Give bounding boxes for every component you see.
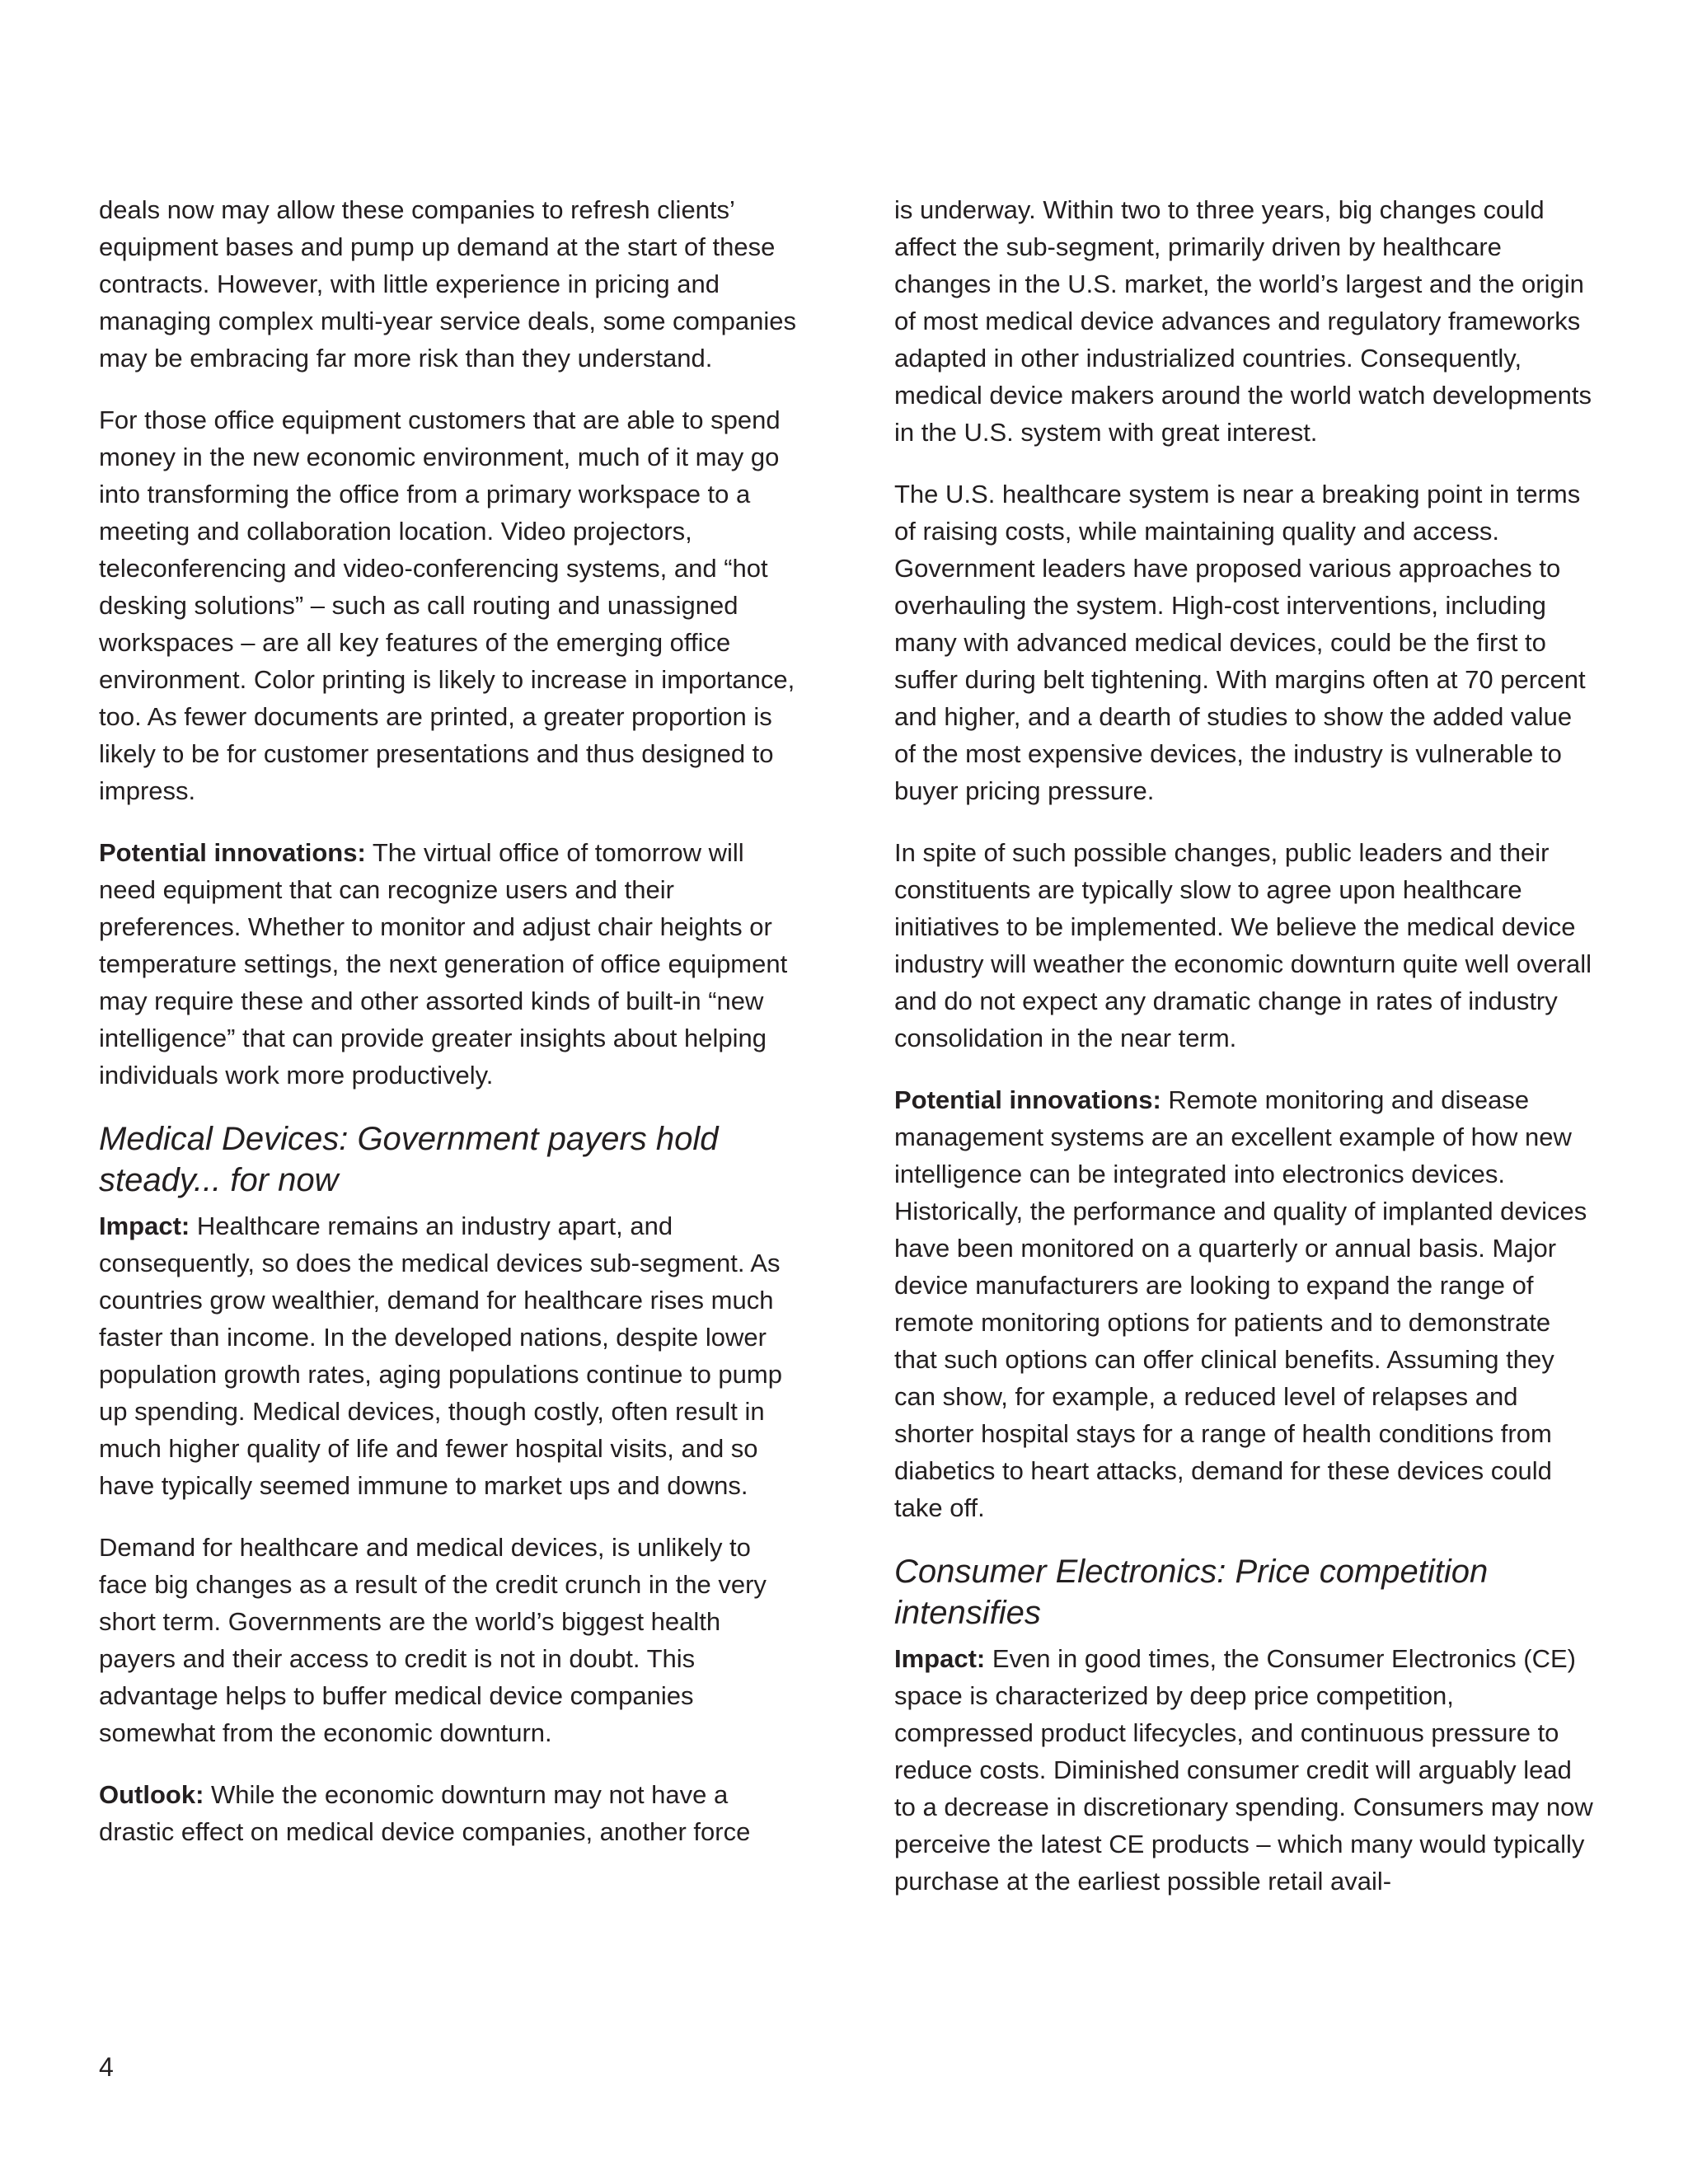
- paragraph-body: Even in good times, the Consumer Electronics (CE) space is characterized by deep price competition, compressed product lifecycles, and continuous pressure to reduce costs. Diminished consumer credit will arguably lead to a decrease in discretionary spending. Consumers may now perceive the latest CE products – which many would typically purchase at the earliest possible retail avail-: [894, 1644, 1593, 1896]
- paragraph-body: While the economic downturn may not have a drastic effect on medical device companies, another force: [99, 1780, 751, 1846]
- section-heading: Consumer Electronics: Price competition intensifies: [894, 1554, 1489, 1631]
- paragraph: The U.S. healthcare system is near a breaking point in terms of raising costs, while maintaining quality and access. Government leaders have proposed various approaches to overhauling the system. High-cost interventions, including many with advanced medical devices, could be the first to suffer during belt tightening. With margins often at 70 percent and higher, and a dearth of studies to show the added value of the most expensive devices, the industry is vulnerable to buyer pricing pressure.: [894, 480, 1586, 805]
- paragraph: [99, 1207, 799, 1504]
- right-column: [894, 191, 1595, 1924]
- paragraph: [894, 1640, 1595, 1900]
- paragraph-lead: Potential innovations:: [894, 1085, 1161, 1114]
- paragraph: deals now may allow these companies to refresh clients’ equipment bases and pump up demand at the start of these contracts. However, with little experience in pricing and managing complex multi-year service deals, some companies may be embracing far more risk than they understand.: [99, 195, 796, 373]
- paragraph: [99, 834, 799, 1094]
- paragraph-lead: Impact:: [99, 1212, 190, 1240]
- left-column: [99, 191, 799, 1875]
- paragraph: is underway. Within two to three years, big changes could affect the sub-segment, primarily driven by healthcare changes in the U.S. market, the world’s largest and the origin of most medical device advances and regulatory frameworks adapted in other industrialized countries. Consequently, medical device makers around the world watch developments in the U.S. system with great interest.: [894, 195, 1592, 447]
- paragraph-body: Remote monitoring and disease management systems are an excellent example of how new intelligence can be integrated into electronics devices. Historically, the performance and quality of implanted devices have been monitored on a quarterly or annual basis. Major device manufacturers are looking to expand the range of remote monitoring options for patients and to demonstrate that such options can offer clinical benefits. Assuming they can show, for example, a reduced level of relapses and shorter hospital stays for a range of health conditions from diabetics to heart attacks, demand for these devices could take off.: [894, 1085, 1587, 1522]
- page-number: 4: [99, 2052, 114, 2082]
- paragraph-body: Healthcare remains an industry apart, and consequently, so does the medical devices sub-segment. As countries grow wealthier, demand for healthcare rises much faster than income. In the developed nations, despite lower population growth rates, aging populations continue to pump up spending. Medical devices, though costly, often result in much higher quality of life and fewer hospital visits, and so have typically seemed immune to market ups and downs.: [99, 1212, 782, 1500]
- section-heading: Medical Devices: Government payers hold steady... for now: [99, 1121, 719, 1198]
- paragraph: [894, 1081, 1595, 1526]
- paragraph-lead: Outlook:: [99, 1780, 204, 1809]
- paragraph: Demand for healthcare and medical devices, is unlikely to face big changes as a result of the credit crunch in the very short term. Governments are the world’s biggest health payers and their access to credit is not in doubt. This advantage helps to buffer medical device companies somewhat from the economic downturn.: [99, 1533, 767, 1747]
- paragraph: For those office equipment customers that are able to spend money in the new economic environment, much of it may go into transforming the office from a primary workspace to a meeting and collaboration location. Video projectors, teleconferencing and video-conferencing systems, and “hot desking solutions” – such as call routing and unassigned workspaces – are all key features of the emerging office environment. Color printing is likely to increase in importance, too. As fewer documents are printed, a greater proportion is likely to be for customer presentations and thus designed to impress.: [99, 405, 795, 805]
- paragraph: In spite of such possible changes, public leaders and their constituents are typically slow to agree upon healthcare initiatives to be implemented. We believe the medical device industry will weather the economic downturn quite well overall and do not expect any dramatic change in rates of industry consolidation in the near term.: [894, 838, 1592, 1052]
- paragraph-lead: Potential innovations:: [99, 838, 366, 867]
- paragraph: [99, 1776, 799, 1850]
- paragraph-body: The virtual office of tomorrow will need equipment that can recognize users and their preferences. Whether to monitor and adjust chair heights or temperature settings, the next generation of office equipment may require these and other assorted kinds of built-in “new intelligence” that can provide greater insights about helping individuals work more productively.: [99, 838, 788, 1090]
- paragraph-lead: Impact:: [894, 1644, 986, 1673]
